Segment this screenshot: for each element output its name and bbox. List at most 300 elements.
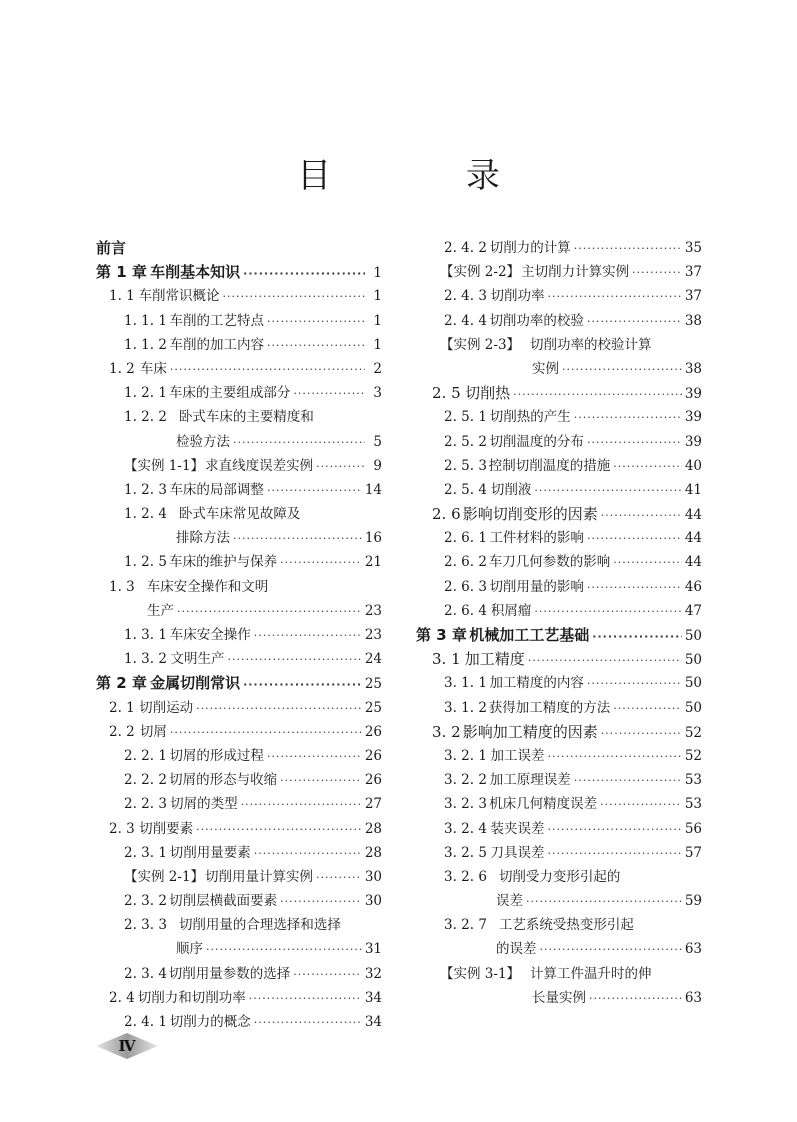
toc-entry-title: 切削力的概念 [169,1014,251,1030]
toc-page-number: 9 [373,457,382,474]
toc-section-entry[interactable] [416,792,702,816]
toc-leader-dots [592,625,682,649]
toc-entry-title: 车削的加工内容 [169,336,265,353]
toc-entry-title: 加工原理误差 [489,772,571,789]
toc-entry-title: 控制切削温度的措施 [488,457,611,474]
toc-leader-dots [574,769,682,793]
toc-entry-title: 机械加工工艺基础 [469,626,590,644]
toc-entry-number: 1. 2. 1 [124,385,167,402]
toc-section-entry[interactable] [416,865,702,889]
toc-leader-dots [534,600,681,624]
toc-leader-dots [632,261,682,285]
toc-leader-dots [223,285,365,309]
toc-page-number: 37 [684,288,702,305]
toc-leader-dots [177,600,362,624]
toc-section-entry[interactable] [96,696,382,720]
toc-entry-number: 2. 5 [432,384,461,403]
toc-entry-number: 3. 2 [432,722,461,741]
toc-entry-number: 3. 1 [432,650,461,669]
toc-entry-title: 机床几何精度误差 [489,796,598,813]
toc-entry-title: 主切削力计算实例 [521,264,630,281]
toc-entry-number: 2. 4. 4 [444,312,487,329]
toc-entry-title: 车削常识概论 [138,288,220,305]
toc-entry-title: 前言 [96,239,127,257]
toc-entry-title: 切削要素 [139,820,194,837]
toc-entry-number: 【实例 1-1】 [124,457,205,474]
toc-entry-title: 切削用量参数的选择 [168,965,291,982]
toc-page-number: 44 [684,507,702,524]
toc-entry-title: 长量实例 [532,989,586,1006]
toc-entry-title: 切屑的形成过程 [169,747,264,764]
toc-page-number: 5 [373,433,382,450]
toc-leader-dots [547,285,681,309]
toc-leader-dots [267,745,362,769]
toc-page-number: 53 [684,772,702,789]
toc-page-number: 50 [684,628,702,644]
toc-example-entry[interactable] [416,962,702,986]
toc-section-entry[interactable] [416,284,702,308]
toc-section-entry[interactable] [416,454,702,478]
toc-entry-title: 卧式车床常见故障及 [178,506,301,523]
toc-entry-title: 装夹误差 [490,820,545,837]
toc-page-number: 2 [373,360,382,377]
toc-example-entry[interactable] [416,357,702,381]
toc-section-entry[interactable] [96,502,382,526]
toc-section-entry[interactable] [96,937,382,961]
toc-entry-title: 切削功率 [490,288,545,305]
toc-page-number: 52 [684,747,702,764]
toc-section-entry[interactable] [96,357,382,381]
toc-entry-title: 工艺系统受热变形引起 [498,917,634,934]
toc-leader-dots [540,938,682,962]
toc-leader-dots [601,722,682,746]
toc-page-number: 1 [373,288,382,305]
toc-leader-dots [547,818,681,842]
toc-entry-title: 影响切削变形的因素 [462,505,598,524]
toc-entry-number: 【实例 2-3】 [440,336,521,353]
toc-section-entry[interactable] [416,236,702,260]
toc-page-number: 63 [684,941,702,958]
toc-leader-dots [267,479,362,503]
toc-section-entry[interactable] [96,405,382,429]
toc-page-number: 46 [684,578,702,595]
toc-page-number: 24 [364,651,382,668]
toc-example-entry[interactable] [96,865,382,889]
toc-section-entry[interactable] [416,768,702,792]
toc-section-entry[interactable] [416,889,702,913]
toc-leader-dots [243,262,365,286]
toc-leader-dots [196,818,362,842]
toc-section-entry[interactable] [416,744,702,768]
toc-example-entry[interactable] [416,333,702,357]
toc-section-entry[interactable] [416,502,702,526]
toc-leader-dots [170,358,365,382]
toc-entry-number: 3. 2. 7 [444,917,487,934]
toc-section-entry[interactable] [416,647,702,671]
toc-entry-number: 2. 6. 1 [444,530,487,547]
toc-section-entry[interactable] [96,962,382,986]
toc-leader-dots [267,310,365,334]
toc-entry-number: 2. 5. 2 [444,433,487,450]
toc-section-entry[interactable] [96,333,382,357]
toc-entry-number: 【实例 2-2】 [440,264,521,281]
toc-entry-number: 1. 3. 2 [124,651,167,668]
toc-entry-title: 车削的工艺特点 [169,312,265,329]
toc-entry-number: 1. 2. 5 [124,554,167,571]
toc-leader-dots [267,334,365,358]
toc-section-entry[interactable] [96,768,382,792]
toc-page-number: 32 [364,965,382,982]
toc-leader-dots [587,672,682,696]
toc-leader-dots [534,479,681,503]
toc-entry-title: 切削用量要素 [169,844,251,861]
toc-entry-title: 加工精度的内容 [489,675,584,692]
toc-entry-title: 影响加工精度的因素 [462,722,598,741]
toc-entry-title: 实例 [532,360,559,377]
toc-entry-title: 车床安全操作 [169,627,251,643]
toc-page-number: 53 [684,796,702,813]
toc-section-entry[interactable] [96,309,382,333]
toc-entry-title: 切削温度的分布 [489,433,584,450]
toc-leader-dots [574,406,682,430]
toc-section-entry[interactable] [96,1010,382,1034]
toc-entry-number: 3. 1. 1 [444,675,487,692]
toc-entry-number: 2. 3 [109,820,135,837]
toc-page-number: 38 [684,312,702,329]
toc-entry-title: 误差 [496,893,523,910]
toc-entry-title: 切削用量的合理选择和选择 [178,917,341,934]
toc-section-entry[interactable] [96,575,382,599]
toc-page-number: 59 [684,893,702,910]
toc-entry-number: 2. 3. 2 [124,893,167,910]
toc-section-entry[interactable] [96,284,382,308]
toc-entry-title: 刀具误差 [490,844,545,861]
toc-entry-number: 1. 3. 1 [124,627,167,643]
toc-leader-dots [254,842,362,866]
toc-entry-number: 2. 6 [432,505,461,524]
toc-page-number: 28 [364,820,382,837]
toc-page-number: 63 [684,989,702,1006]
toc-page-number: 41 [684,481,702,498]
toc-entry-number: 1. 2. 2 [124,409,167,426]
toc-section-entry[interactable] [96,817,382,841]
toc-leader-dots [170,721,362,745]
toc-section-entry[interactable] [416,696,702,720]
toc-section-entry[interactable] [416,720,702,744]
toc-leader-dots [589,987,682,1011]
toc-page-number: 26 [364,772,382,789]
toc-leader-dots [601,504,682,528]
toc-entry-title: 切削运动 [139,699,194,716]
toc-page-number: 25 [364,699,382,716]
toc-leader-dots [562,358,682,382]
toc-entry-title: 切削功率的校验 [489,312,584,329]
toc-section-entry[interactable] [96,623,382,647]
toc-section-entry[interactable] [96,478,382,502]
toc-entry-title: 的误差 [496,941,537,958]
toc-leader-dots [241,793,362,817]
toc-page-number: 40 [684,457,702,474]
toc-right-column [416,236,702,1010]
toc-entry-number: 2. 6. 4 [444,602,487,619]
toc-leader-dots [243,673,362,697]
toc-entry-title: 车床 [139,360,167,377]
toc-leader-dots [233,431,365,455]
toc-leader-dots [547,745,681,769]
toc-leader-dots [227,648,361,672]
toc-leader-dots [196,697,362,721]
toc-chapter-entry[interactable] [96,671,382,695]
toc-section-entry[interactable] [416,599,702,623]
toc-entry-title: 获得加工精度的方法 [488,699,611,716]
toc-entry-title: 求直线度误差实例 [205,457,314,474]
toc-entry-title: 切屑的形态与收缩 [169,772,278,789]
page-title: 目 录 [297,156,562,196]
toc-leader-dots [587,576,682,600]
toc-section-entry[interactable] [96,599,382,623]
toc-entry-number: 1. 1. 1 [124,312,167,329]
toc-page-number: 50 [684,699,702,716]
toc-entry-number: 2. 3. 4 [124,965,167,982]
toc-entry-number: 第 2 章 [96,674,147,693]
toc-entry-title: 卧式车床的主要精度和 [178,409,314,426]
toc-entry-number: 2. 5. 1 [444,409,487,426]
toc-leader-dots [280,769,362,793]
toc-page-number: 1 [373,265,382,282]
toc-entry-title: 切削受力变形引起的 [498,868,621,885]
toc-leader-dots [233,527,362,551]
toc-page-number: 27 [364,796,382,813]
toc-section-entry[interactable] [416,309,702,333]
toc-entry-number: 2. 2 [109,723,135,740]
toc-entry-title: 加工误差 [490,747,545,764]
toc-entry-title: 切削热 [465,384,511,403]
toc-section-entry[interactable] [416,550,702,574]
toc-entry-number: 2. 5. 3 [444,457,487,474]
toc-page-number: 50 [684,652,702,669]
toc-entry-number: 2. 1 [109,699,135,716]
toc-section-entry[interactable] [96,647,382,671]
toc-entry-number: 3. 1. 2 [444,699,487,716]
toc-section-entry[interactable] [96,430,382,454]
toc-page-number: 23 [364,602,382,619]
toc-page-number: 39 [684,386,702,403]
toc-page-number: 52 [684,724,702,741]
toc-leader-dots [513,383,682,407]
toc-section-entry[interactable] [96,744,382,768]
toc-page-number: 16 [364,530,382,547]
toc-page-number: 44 [684,530,702,547]
toc-entry-title: 金属切削常识 [150,674,241,693]
toc-entry-title: 顺序 [176,941,203,958]
toc-entry-title: 加工精度 [464,650,525,669]
toc-page-number: 3 [373,385,382,402]
toc-section-entry[interactable] [416,817,702,841]
toc-section-entry[interactable] [416,478,702,502]
toc-page-number: 44 [684,554,702,571]
toc-entry-number: 3. 2. 5 [444,844,487,861]
toc-entry-number: 【实例 3-1】 [440,965,521,982]
toc-leader-dots [587,431,682,455]
toc-page-number: 37 [684,264,702,281]
toc-entry-number: 2. 4. 2 [444,240,487,256]
toc-entry-number: 2. 4. 3 [444,288,487,305]
toc-page-number: 39 [684,433,702,450]
toc-entry-title: 文明生产 [170,651,225,668]
toc-page-number: 28 [364,844,382,861]
toc-leader-dots [280,551,362,575]
toc-entry-title: 生产 [147,602,174,619]
toc-leader-dots [293,963,362,987]
toc-page-number: 39 [684,409,702,426]
toc-page-number: 30 [364,868,382,885]
toc-section-entry[interactable] [416,405,702,429]
toc-entry-number: 第 3 章 [416,626,467,644]
toc-entry-title: 切削用量的影响 [489,578,584,595]
toc-entry-title: 计算工件温升时的伸 [530,965,652,982]
toc-entry-title: 检验方法 [176,433,230,450]
toc-leader-dots [316,866,362,890]
toc-entry-title: 车床的主要组成部分 [168,385,291,402]
toc-section-entry[interactable] [416,526,702,550]
toc-example-entry[interactable] [416,986,702,1010]
toc-page-number: 23 [364,627,382,643]
toc-section-entry[interactable] [416,671,702,695]
toc-page-number: 34 [364,1014,382,1030]
toc-entry-number: 【实例 2-1】 [124,868,205,885]
toc-page-number: 30 [364,893,382,910]
toc-entry-number: 1. 2. 4 [124,506,167,523]
toc-entry-title: 车刀几何参数的影响 [488,554,611,571]
toc-leader-dots [613,455,682,479]
toc-section-entry[interactable] [416,430,702,454]
toc-entry-number: 3. 2. 4 [444,820,487,837]
toc-leader-dots [528,649,682,673]
toc-entry-number: 3. 2. 6 [444,868,487,885]
toc-entry-title: 车床的局部调整 [169,481,264,498]
toc-page-number: 38 [684,360,702,377]
toc-page-number: 34 [364,989,382,1006]
toc-entry-title: 切削层横截面要素 [169,893,278,910]
toc-leader-dots [293,382,365,406]
toc-entry-title: 切削力和切削功率 [137,989,246,1006]
toc-example-entry[interactable] [416,260,702,284]
toc-entry-title: 切削液 [490,481,532,498]
toc-entry-number: 1. 1. 2 [124,336,167,353]
toc-leader-dots [206,938,362,962]
toc-entry-title: 切削热的产生 [489,409,571,426]
toc-section-entry[interactable] [96,986,382,1010]
toc-section-entry[interactable] [96,381,382,405]
toc-page-number: 50 [684,675,702,692]
toc-section-entry[interactable] [96,913,382,937]
toc-entry-number: 1. 1 [109,288,135,305]
toc-entry-number: 2. 2. 2 [124,772,167,789]
toc-page-number: 14 [364,481,382,498]
toc-page-number: 57 [684,844,702,861]
toc-entry-title: 车床安全操作和文明 [146,578,269,595]
toc-section-entry[interactable] [416,913,702,937]
toc-entry-title: 工件材料的影响 [489,530,584,547]
toc-leader-dots [587,310,682,334]
toc-entry-number: 2. 3. 1 [124,844,167,861]
toc-example-entry[interactable] [96,454,382,478]
toc-entry-title: 车床的维护与保养 [169,554,278,571]
toc-entry-title: 切削力的计算 [489,240,571,256]
page-number-badge [96,1033,158,1059]
toc-section-entry[interactable] [96,526,382,550]
toc-entry-number: 2. 6. 2 [444,554,487,571]
toc-page-number: 47 [684,602,702,619]
toc-entry-number: 2. 6. 3 [444,578,487,595]
toc-page-number: 26 [364,723,382,740]
toc-leader-dots [280,890,362,914]
toc-page-number: 31 [364,941,382,958]
toc-entry-title: 切削用量计算实例 [205,868,314,885]
toc-section-entry[interactable] [96,889,382,913]
toc-chapter-entry[interactable] [96,236,382,260]
toc-left-column [96,236,382,1034]
toc-entry-number: 2. 5. 4 [444,481,487,498]
toc-entry-number: 1. 2. 3 [124,481,167,498]
toc-section-entry[interactable] [96,720,382,744]
toc-section-entry[interactable] [96,792,382,816]
toc-section-entry[interactable] [96,550,382,574]
toc-entry-number: 2. 4 [109,989,135,1006]
toc-section-entry[interactable] [416,937,702,961]
toc-leader-dots [547,842,681,866]
toc-entry-title: 积屑瘤 [490,602,532,619]
toc-page-number: 21 [364,554,382,571]
toc-page-number: 26 [364,747,382,764]
toc-chapter-entry[interactable] [416,623,702,647]
toc-entry-number: 1. 2 [109,360,135,377]
toc-entry-title: 排除方法 [176,530,230,547]
toc-entry-number: 3. 2. 2 [444,772,487,789]
toc-leader-dots [316,455,365,479]
toc-entry-number: 第 1 章 [96,263,147,282]
toc-entry-title: 切屑 [139,723,167,740]
toc-leader-dots [526,890,682,914]
toc-entry-number: 2. 3. 3 [124,917,167,934]
toc-leader-dots [574,237,682,261]
toc-page-number: 56 [684,820,702,837]
toc-page-number: 1 [373,336,382,353]
toc-entry-number: 2. 4. 1 [124,1014,167,1030]
page-number: Ⅳ [118,1037,136,1055]
toc-entry-title: 切削功率的校验计算 [530,336,652,353]
toc-leader-dots [587,527,682,551]
toc-entry-number: 1. 3 [109,578,135,595]
toc-chapter-entry[interactable] [96,260,382,284]
toc-entry-number: 2. 2. 3 [124,796,167,813]
toc-leader-dots [613,551,682,575]
toc-entry-number: 2. 2. 1 [124,747,167,764]
toc-section-entry[interactable] [416,841,702,865]
toc-section-entry[interactable] [416,575,702,599]
toc-page-number: 35 [684,240,702,256]
toc-entry-title: 切屑的类型 [170,796,238,813]
toc-leader-dots [249,987,362,1011]
toc-entry-number: 3. 2. 1 [444,747,487,764]
toc-entry-title: 车削基本知识 [150,263,241,282]
toc-section-entry[interactable] [416,381,702,405]
toc-leader-dots [254,1011,362,1035]
toc-leader-dots [613,697,682,721]
toc-entry-number: 3. 2. 3 [444,796,487,813]
toc-section-entry[interactable] [96,841,382,865]
toc-leader-dots [254,624,362,648]
